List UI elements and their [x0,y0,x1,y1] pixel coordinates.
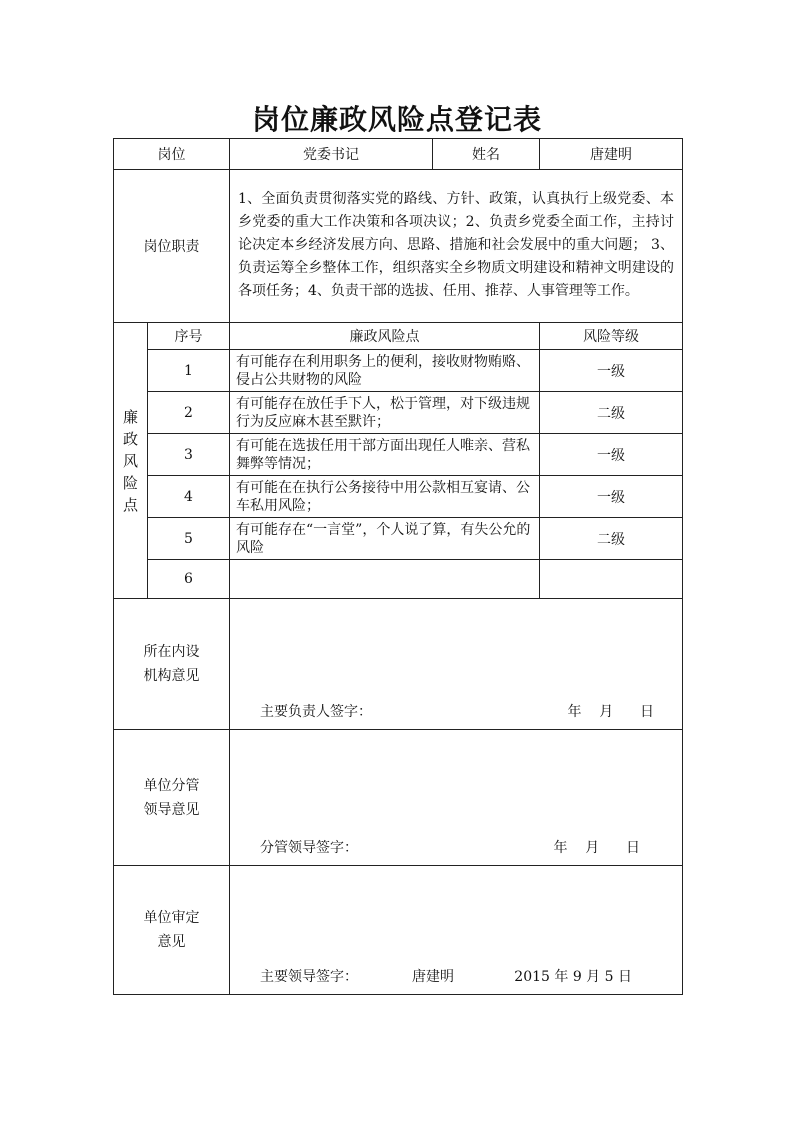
risk-registration-form [113,138,683,995]
unit-label-line2: 意见 [157,934,186,950]
risk-point: 有可能在选拔任用干部方面出现任人唯亲、营私舞弊等情况； [230,434,540,476]
leader-opinion-field[interactable] [230,730,683,866]
col-point-header: 廉政风险点 [230,323,540,350]
risk-point: 有可能存在放任手下人，松于管理，对下级违规行为反应麻木甚至默许； [230,392,540,434]
name-label: 姓名 [433,139,540,170]
opinion-row-internal [114,599,683,730]
table-row [114,476,683,518]
table-row [114,434,683,476]
duties-row [114,170,683,323]
risk-point: 有可能存在利用职务上的便利，接收财物贿赂、侵占公共财物的风险 [230,350,540,392]
duties-text: 1、全面负责贯彻落实党的路线、方针、政策，认真执行上级党委、本乡党委的重大工作决策和各项决议；2、负责乡党委全面工作，主持讨论决定本乡经济发展方向、思路、措施和社会发展中的重大问题； 3、负责运筹全乡整体工作，组织落实全乡物质文明建设和精神文明建设的各项任务；4、负责干部的选拔、任用、推荐、人事管理等工作。 [230,170,683,323]
col-seq-header: 序号 [148,323,230,350]
leader-label-line1: 单位分管 [143,777,200,794]
position-label: 岗位 [114,139,230,170]
risk-seq: 4 [148,476,230,518]
risk-seq: 3 [148,434,230,476]
table-row [114,392,683,434]
risk-level [540,560,683,599]
opinion-row-leader [114,730,683,866]
risk-level: 一级 [540,434,683,476]
col-level-header: 风险等级 [540,323,683,350]
unit-opinion-label [114,866,230,995]
risk-level: 二级 [540,392,683,434]
unit-signature-line [260,968,662,986]
internal-opinion-label [114,599,230,730]
unit-sign-label: 主要领导签字： [260,969,358,985]
duties-label: 岗位职责 [114,170,230,323]
risk-point: 有可能在在执行公务接待中用公款相互宴请、公车私用风险； [230,476,540,518]
name-value: 唐建明 [540,139,683,170]
risk-section-label [114,323,148,599]
risk-seq: 1 [148,350,230,392]
internal-opinion-field[interactable] [230,599,683,730]
internal-sign-label: 主要负责人签字： [260,704,372,720]
internal-label-line1: 所在内设 [143,644,200,660]
risk-level: 二级 [540,518,683,560]
risk-label-char: 点 [122,495,138,514]
page-title: 岗位廉政风险点登记表 [251,103,542,136]
leader-sign-label: 分管领导签字： [260,840,358,856]
opinion-row-unit [114,866,683,995]
table-row [114,560,683,599]
leader-signature-line [260,839,662,857]
risk-header-row [114,323,683,350]
risk-label-char: 险 [122,473,138,492]
internal-signature-line [260,703,662,721]
leader-sign-date: 年 月 日 [553,840,640,856]
risk-label-char: 政 [122,429,138,448]
risk-seq: 6 [148,560,230,599]
internal-label-line2: 机构意见 [143,668,200,684]
unit-label-line1: 单位审定 [143,910,200,926]
leader-label-line2: 领导意见 [143,801,200,818]
unit-signer-name: 唐建明 [412,969,454,985]
unit-sign-date: 2015 年 9 月 5 日 [514,969,632,985]
leader-opinion-label [114,730,230,866]
unit-opinion-field[interactable] [230,866,683,995]
position-value: 党委书记 [230,139,433,170]
table-row [114,518,683,560]
risk-level: 一级 [540,350,683,392]
risk-seq: 5 [148,518,230,560]
risk-level: 一级 [540,476,683,518]
risk-point [230,560,540,599]
header-row [114,139,683,170]
internal-sign-date: 年 月 日 [567,704,654,720]
risk-label-char: 风 [122,451,138,470]
risk-point: 有可能存在“一言堂”，个人说了算，有失公允的风险 [230,518,540,560]
risk-seq: 2 [148,392,230,434]
table-row [114,350,683,392]
risk-label-char: 廉 [122,407,138,426]
